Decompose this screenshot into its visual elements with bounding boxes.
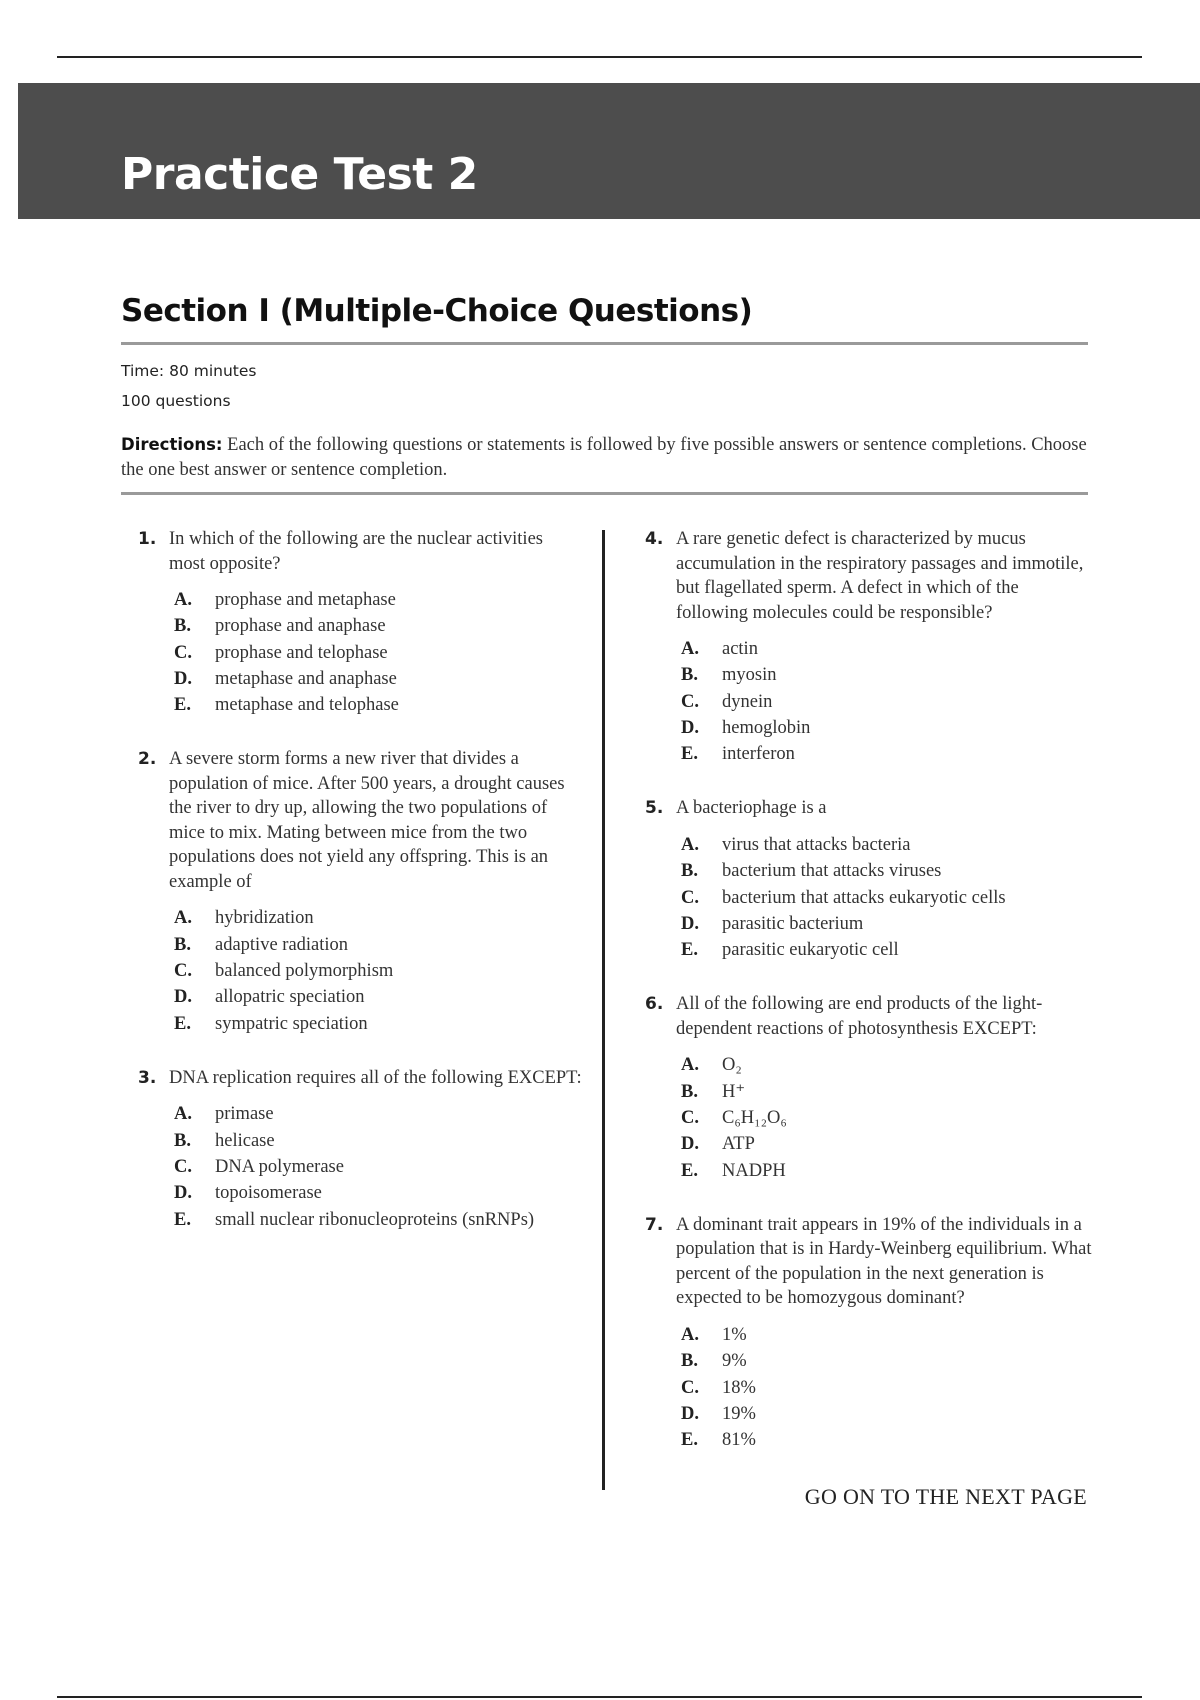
answer-option — [681, 885, 1095, 911]
option-text: metaphase and anaphase — [215, 668, 397, 689]
option-text: C₆H₁₂O₆ — [722, 1108, 787, 1129]
option-letter: D. — [174, 987, 192, 1008]
answer-option — [681, 937, 1095, 963]
directions-text: Each of the following questions or statements is followed by five possible answers or sentence completions. Choose the one best answer or sentence completion. — [121, 435, 1087, 480]
question-number: 4. — [645, 529, 664, 549]
option-letter: E. — [174, 1013, 191, 1034]
option-text: interferon — [722, 744, 795, 765]
directions — [121, 432, 1093, 483]
option-text: parasitic eukaryotic cell — [722, 940, 899, 961]
question-number: 6. — [645, 994, 664, 1015]
option-letter: D. — [174, 668, 192, 689]
question-text: A dominant trait appears in 19% of the individuals in a population that is in Hardy-Weinberg equilibrium. What percent of the population in the next generation is expected to be homozygous dominant? — [676, 1214, 1092, 1309]
option-letter: D. — [681, 1134, 699, 1155]
option-letter: A. — [174, 1104, 192, 1125]
option-letter: E. — [174, 1209, 191, 1230]
question-count: 100 questions — [121, 392, 231, 410]
option-text: 9% — [722, 1351, 747, 1372]
option-text: bacterium that attacks eukaryotic cells — [722, 887, 1006, 908]
option-letter: A. — [681, 639, 699, 659]
answer-option — [681, 662, 1095, 688]
option-letter: A. — [174, 908, 192, 929]
answer-option — [174, 666, 583, 692]
option-text: 81% — [722, 1430, 756, 1451]
option-text: topoisomerase — [215, 1183, 322, 1204]
option-text: sympatric speciation — [215, 1013, 368, 1034]
option-letter: C. — [681, 1108, 699, 1129]
question-1 — [138, 527, 583, 718]
question-text: A severe storm forms a new river that divides a population of mice. After 500 years, a drought causes the river to dry up, allowing the two populations of mice to mix. Mating between mice from the two populations does not yield any offspring. This is an example of — [169, 749, 565, 892]
option-letter: A. — [681, 1324, 699, 1345]
option-text: allopatric speciation — [215, 987, 365, 1008]
bottom-rule — [57, 1696, 1142, 1698]
answer-option — [681, 1158, 1095, 1184]
question-column-left — [138, 527, 583, 1262]
answer-option — [681, 1105, 1095, 1131]
option-text: virus that attacks bacteria — [722, 834, 911, 855]
section-title: Section I (Multiple-Choice Questions) — [121, 293, 753, 329]
option-letter: E. — [681, 1160, 698, 1181]
question-number: 2. — [138, 749, 157, 770]
question-number: 1. — [138, 529, 157, 549]
option-letter: A. — [681, 1055, 699, 1076]
option-letter: D. — [681, 1403, 699, 1424]
option-text: hemoglobin — [722, 717, 811, 738]
option-text: prophase and telophase — [215, 642, 388, 663]
answer-option — [174, 1128, 583, 1154]
option-letter: A. — [174, 590, 192, 610]
question-text: In which of the following are the nuclear activities most opposite? — [169, 529, 543, 574]
option-letter: D. — [681, 913, 699, 934]
option-text: 1% — [722, 1324, 747, 1345]
option-letter: E. — [681, 1430, 698, 1451]
directions-label: Directions: — [121, 435, 223, 454]
option-text: DNA polymerase — [215, 1157, 344, 1178]
option-letter: B. — [681, 861, 698, 882]
top-rule — [57, 56, 1142, 58]
option-letter: C. — [174, 1157, 192, 1178]
option-letter: C. — [681, 1377, 699, 1398]
answer-option — [681, 636, 1095, 662]
answer-option — [681, 1375, 1095, 1401]
option-letter: D. — [681, 717, 699, 738]
answer-option — [681, 911, 1095, 937]
option-letter: E. — [174, 695, 191, 716]
answer-option — [174, 587, 583, 613]
question-text: A bacteriophage is a — [676, 798, 827, 819]
option-text: metaphase and telophase — [215, 695, 399, 716]
option-text: primase — [215, 1104, 274, 1125]
option-letter: E. — [681, 940, 698, 961]
option-letter: C. — [681, 887, 699, 908]
question-number: 5. — [645, 798, 664, 819]
question-text: A rare genetic defect is characterized by mucus accumulation in the respiratory passages and immotile, but flagellated sperm. A defect in which of the following molecules could be responsible? — [676, 529, 1084, 623]
question-3 — [138, 1066, 583, 1233]
answer-option — [681, 1401, 1095, 1427]
option-letter: B. — [681, 1351, 698, 1372]
option-text: bacterium that attacks viruses — [722, 861, 942, 882]
question-text: All of the following are end products of the light-dependent reactions of photosynthesis EXCEPT: — [676, 994, 1043, 1039]
answer-option — [174, 984, 583, 1010]
option-letter: B. — [681, 1081, 698, 1102]
option-text: actin — [722, 639, 758, 659]
answer-option — [174, 905, 583, 931]
question-text: DNA replication requires all of the following EXCEPT: — [169, 1067, 582, 1088]
answer-option — [681, 832, 1095, 858]
directions-rule — [121, 492, 1088, 495]
answer-option — [681, 1322, 1095, 1348]
answer-option — [681, 1131, 1095, 1157]
column-divider — [602, 530, 605, 1490]
question-number: 3. — [138, 1067, 157, 1088]
question-2 — [138, 747, 583, 1036]
option-text: prophase and anaphase — [215, 616, 386, 637]
option-text: balanced polymorphism — [215, 961, 394, 982]
option-letter: B. — [174, 616, 191, 637]
answer-option — [681, 689, 1095, 715]
option-text: 18% — [722, 1377, 756, 1398]
option-text: H⁺ — [722, 1081, 746, 1102]
option-letter: C. — [681, 691, 699, 712]
answer-option — [174, 1207, 583, 1233]
next-page-note: GO ON TO THE NEXT PAGE — [804, 1484, 1087, 1509]
section-rule — [121, 342, 1088, 345]
option-text: small nuclear ribonucleoproteins (snRNPs) — [215, 1209, 535, 1230]
answer-option — [681, 1079, 1095, 1105]
option-text: ATP — [722, 1134, 755, 1155]
answer-option — [681, 858, 1095, 884]
option-letter: C. — [174, 642, 192, 663]
answer-option — [174, 613, 583, 639]
answer-option — [681, 715, 1095, 741]
question-number: 7. — [645, 1214, 664, 1235]
answer-option — [174, 1101, 583, 1127]
option-letter: E. — [681, 744, 698, 765]
answer-option — [681, 741, 1095, 767]
option-letter: B. — [174, 934, 191, 955]
answer-option — [174, 692, 583, 718]
answer-option — [681, 1348, 1095, 1374]
answer-option — [174, 958, 583, 984]
answer-option — [174, 640, 583, 666]
answer-option — [174, 1011, 583, 1037]
option-text: adaptive radiation — [215, 934, 349, 955]
answer-option — [681, 1052, 1095, 1078]
option-letter: B. — [681, 665, 698, 686]
option-text: prophase and metaphase — [215, 590, 396, 610]
option-text: O₂ — [722, 1055, 742, 1076]
question-4 — [645, 527, 1095, 767]
question-7 — [645, 1213, 1095, 1453]
time-limit: Time: 80 minutes — [121, 362, 257, 380]
question-column-right — [645, 527, 1095, 1482]
option-text: myosin — [722, 665, 777, 686]
option-text: helicase — [215, 1130, 275, 1151]
option-letter: D. — [174, 1183, 192, 1204]
question-6 — [645, 992, 1095, 1183]
answer-option — [174, 1154, 583, 1180]
option-letter: A. — [681, 834, 699, 855]
option-text: NADPH — [722, 1160, 786, 1181]
option-text: 19% — [722, 1403, 756, 1424]
title-banner — [18, 83, 1200, 219]
option-letter: B. — [174, 1130, 191, 1151]
page-title: Practice Test 2 — [121, 149, 478, 200]
answer-option — [681, 1427, 1095, 1453]
question-5 — [645, 796, 1095, 963]
option-letter: C. — [174, 961, 192, 982]
answer-option — [174, 1180, 583, 1206]
answer-option — [174, 932, 583, 958]
option-text: dynein — [722, 691, 773, 712]
option-text: parasitic bacterium — [722, 913, 864, 934]
option-text: hybridization — [215, 908, 314, 929]
